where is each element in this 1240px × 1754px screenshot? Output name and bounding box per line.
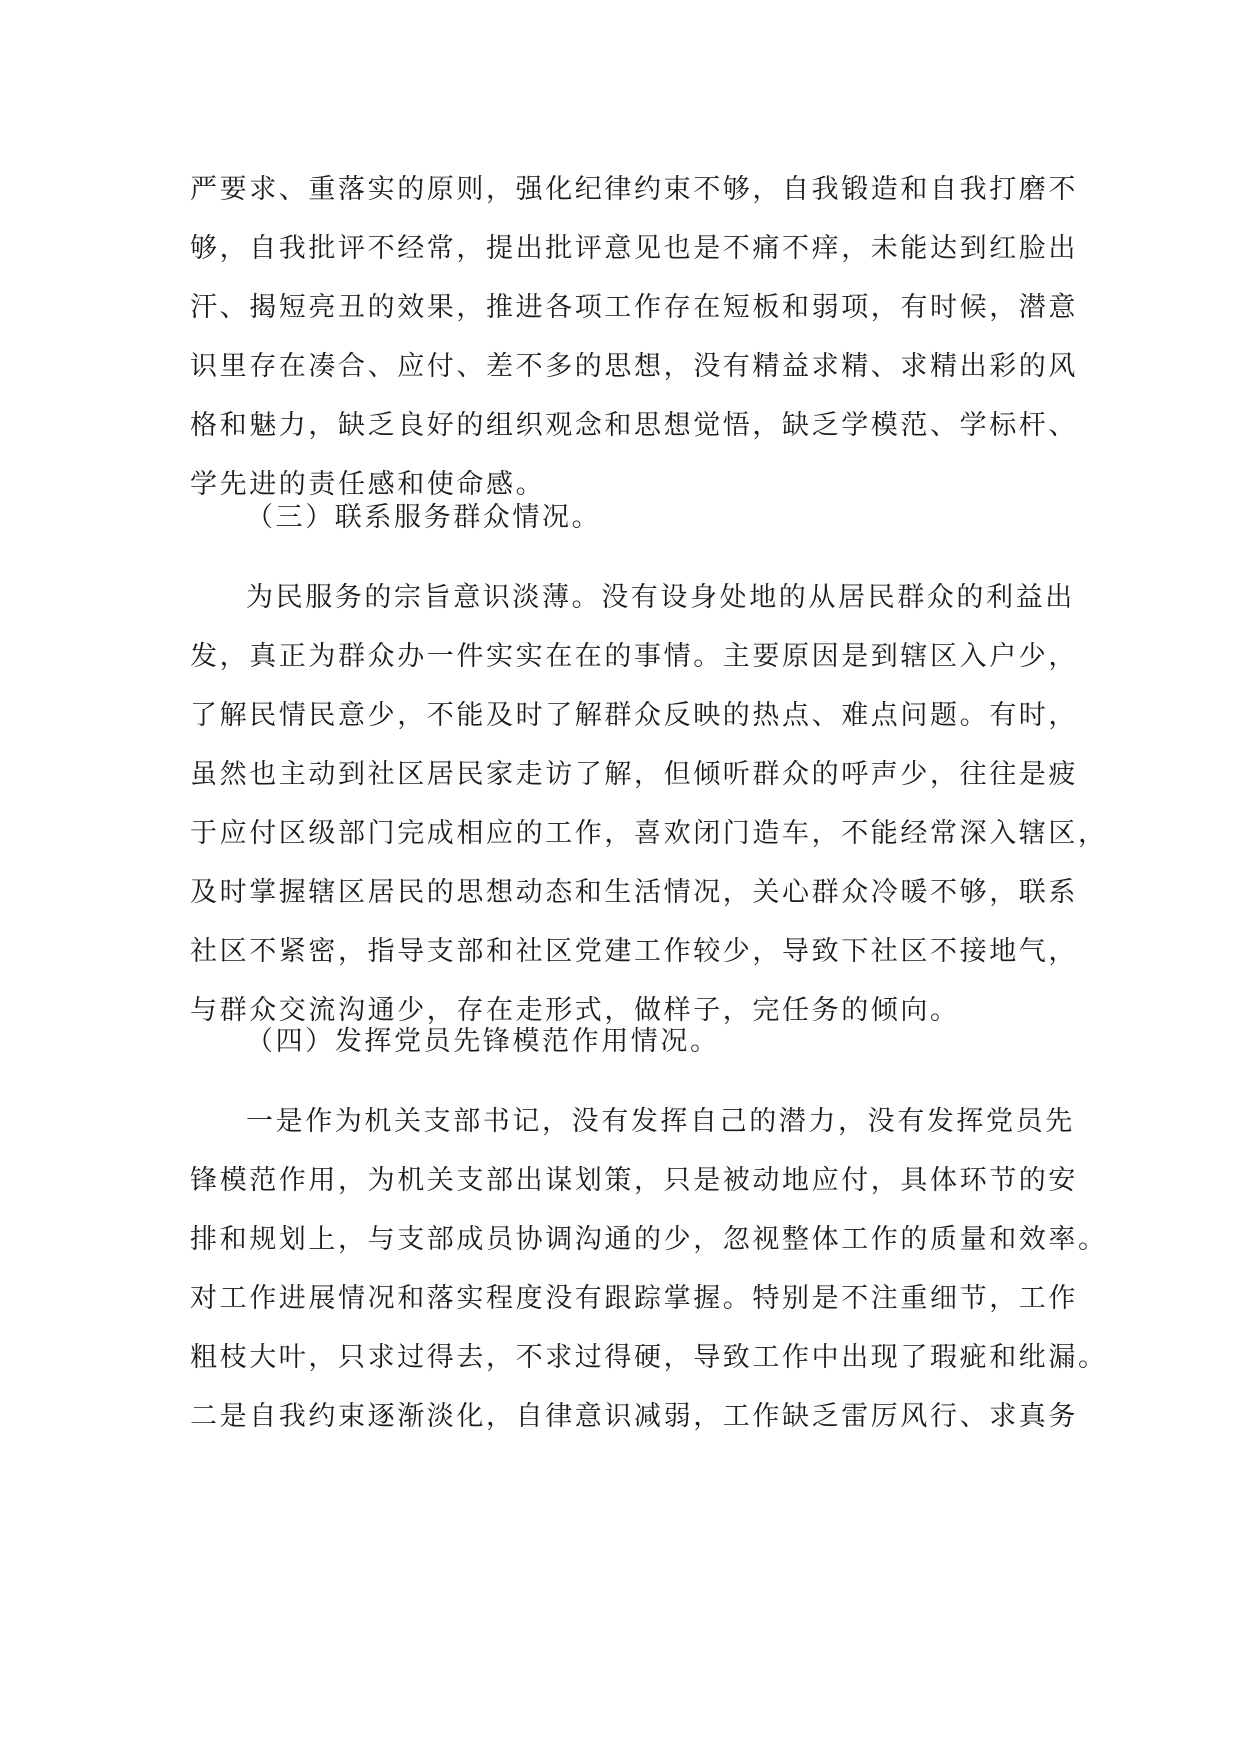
paragraph-3-line: 一是作为机关支部书记，没有发挥自己的潜力，没有发挥党员先 — [246, 1106, 1075, 1137]
paragraph-2-line: 虽然也主动到社区居民家走访了解，但倾听群众的呼声少，往往是疲 — [190, 759, 1078, 790]
paragraph-1-line: 格和魅力，缺乏良好的组织观念和思想觉悟，缺乏学模范、学标杆、 — [190, 410, 1078, 441]
paragraph-3 — [190, 1092, 1108, 1446]
section-heading-3-text: （三）联系服务群众情况。 — [246, 502, 602, 533]
paragraph-2 — [190, 568, 1108, 1040]
paragraph-1-line: 严要求、重落实的原则，强化纪律约束不够，自我锻造和自我打磨不 — [190, 174, 1078, 205]
paragraph-2-line: 了解民情民意少，不能及时了解群众反映的热点、难点问题。有时， — [190, 700, 1078, 731]
paragraph-2-line: 为民服务的宗旨意识淡薄。没有设身处地的从居民群众的利益出 — [246, 582, 1075, 613]
paragraph-3-line: 对工作进展情况和落实程度没有跟踪掌握。特别是不注重细节，工作 — [190, 1283, 1078, 1314]
paragraph-3-line: 锋模范作用，为机关支部出谋划策，只是被动地应付，具体环节的安 — [190, 1165, 1078, 1196]
paragraph-1-line: 够，自我批评不经常，提出批评意见也是不痛不痒，未能达到红脸出 — [190, 233, 1078, 264]
paragraph-1-line: 识里存在凑合、应付、差不多的思想，没有精益求精、求精出彩的风 — [190, 351, 1078, 382]
paragraph-2-line: 发，真正为群众办一件实实在在的事情。主要原因是到辖区入户少， — [190, 641, 1078, 672]
section-heading-3 — [190, 488, 1048, 547]
paragraph-1-line: 汗、揭短亮丑的效果，推进各项工作存在短板和弱项，有时候，潜意 — [190, 292, 1078, 323]
paragraph-2-line: 社区不紧密，指导支部和社区党建工作较少，导致下社区不接地气， — [190, 936, 1078, 967]
paragraph-3-line: 粗枝大叶，只求过得去，不求过得硬，导致工作中出现了瑕疵和纰漏。 — [190, 1342, 1108, 1373]
paragraph-1 — [190, 160, 1078, 514]
paragraph-3-line: 排和规划上，与支部成员协调沟通的少，忽视整体工作的质量和效率。 — [190, 1224, 1108, 1255]
paragraph-2-line: 及时掌握辖区居民的思想动态和生活情况，关心群众冷暖不够，联系 — [190, 877, 1078, 908]
paragraph-2-line: 与群众交流沟通少，存在走形式，做样子，完任务的倾向。 — [190, 995, 960, 1026]
section-heading-4-text: （四）发挥党员先锋模范作用情况。 — [246, 1026, 720, 1057]
paragraph-3-line: 二是自我约束逐渐淡化，自律意识减弱，工作缺乏雷厉风行、求真务 — [190, 1401, 1078, 1432]
section-heading-4 — [190, 1012, 1048, 1071]
paragraph-2-line: 于应付区级部门完成相应的工作，喜欢闭门造车，不能经常深入辖区， — [190, 818, 1108, 849]
paragraph-1-line: 学先进的责任感和使命感。 — [190, 469, 546, 500]
